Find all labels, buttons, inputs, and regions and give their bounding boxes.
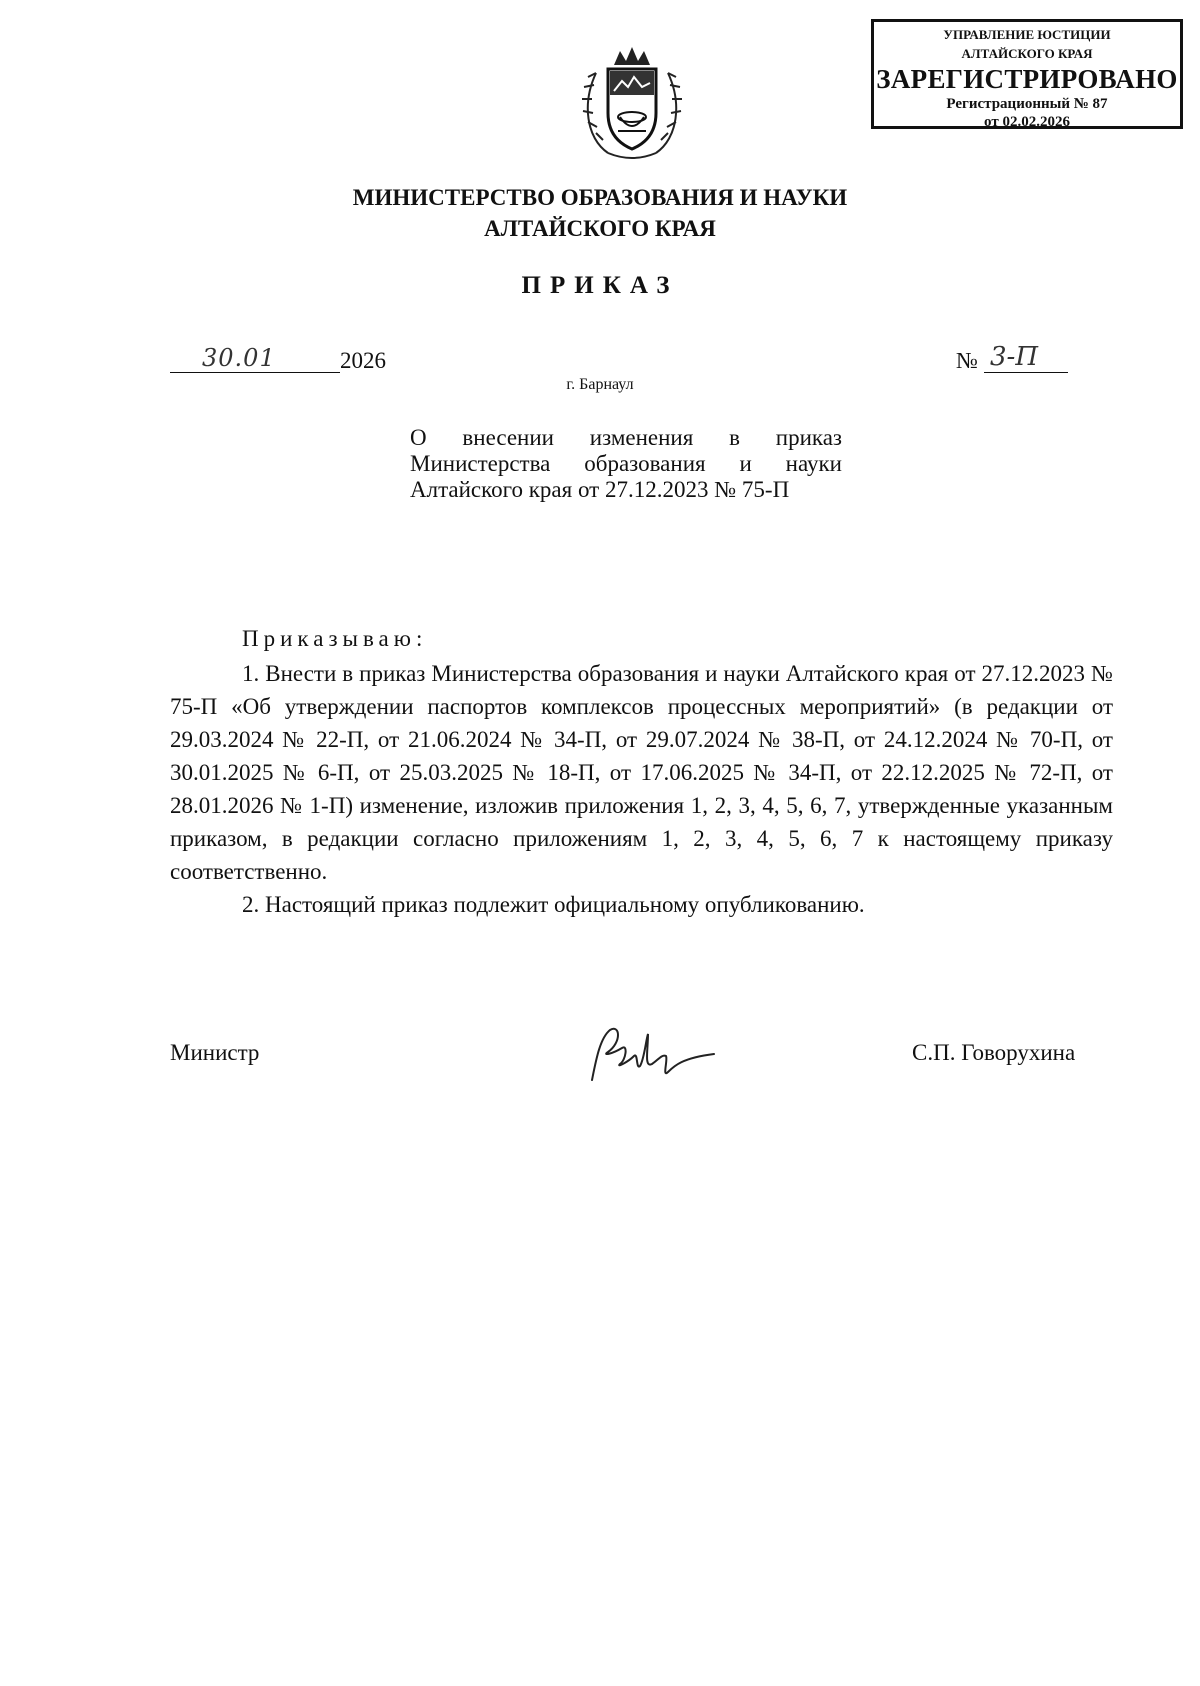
number-sign: № [956, 348, 978, 373]
signatory-title: Министр [170, 1040, 260, 1065]
stamp-org-line1: УПРАВЛЕНИЕ ЮСТИЦИИ [943, 27, 1111, 42]
body-paragraph-1: 1. Внести в приказ Министерства образования и науки Алтайского края от 27.12.2023 № 75-П «Об утверждении паспортов комплексов процессных мероприятий» (в редакции от 29.03.2024 № 22-П, от 21.06.2024 № 34-П, от 29.07.2024 № 38-П, от 24.12.2024 № 70-П, от 30.01.2025 № 6-П, от 25.03.2025 № 18-П, от 17.06.2025 № 34-П, от 22.12.2025 № 72-П, от 28.01.2026 № 1-П) изменение, изложив приложения 1, 2, 3, 4, 5, 6, 7, утвержденные указанным приказом, в редакции согласно приложениям 1, 2, 3, 4, 5, 6, 7 к настоящему приказу соответственно. [170, 661, 1113, 884]
number-underline [984, 372, 1068, 373]
date-handwritten: 30.01 [202, 344, 276, 372]
date-year: 2026 [340, 348, 386, 373]
date-underline [170, 372, 340, 373]
ministry-name [300, 182, 900, 244]
document-body [170, 657, 1113, 921]
coat-of-arms-icon [578, 43, 686, 165]
stamp-status: ЗАРЕГИСТРИРОВАНО [876, 64, 1178, 94]
number-handwritten: 3-П [990, 342, 1039, 372]
body-paragraph-2: 2. Настоящий приказ подлежит официальному опубликованию. [242, 892, 865, 917]
order-word: Приказываю: [242, 626, 428, 651]
document-type: ПРИКАЗ [521, 272, 679, 299]
document-date [170, 344, 390, 374]
signatory-name: С.П. Говорухина [912, 1040, 1076, 1065]
document-subject: О внесении изменения в приказ Министерства образования и науки Алтайского края от 27.12.2023 № 75-П [410, 425, 842, 502]
ministry-line2: АЛТАЙСКОГО КРАЯ [484, 216, 716, 241]
registration-stamp [871, 19, 1183, 129]
stamp-org-line2: АЛТАЙСКОГО КРАЯ [961, 46, 1093, 61]
stamp-reg-date: от 02.02.2026 [984, 114, 1070, 130]
stamp-reg-number: Регистрационный № 87 [946, 96, 1108, 112]
handwritten-signature [582, 1020, 722, 1090]
city: г. Барнаул [566, 376, 634, 393]
document-number [956, 344, 1076, 374]
ministry-line1: МИНИСТЕРСТВО ОБРАЗОВАНИЯ И НАУКИ [352, 185, 848, 210]
